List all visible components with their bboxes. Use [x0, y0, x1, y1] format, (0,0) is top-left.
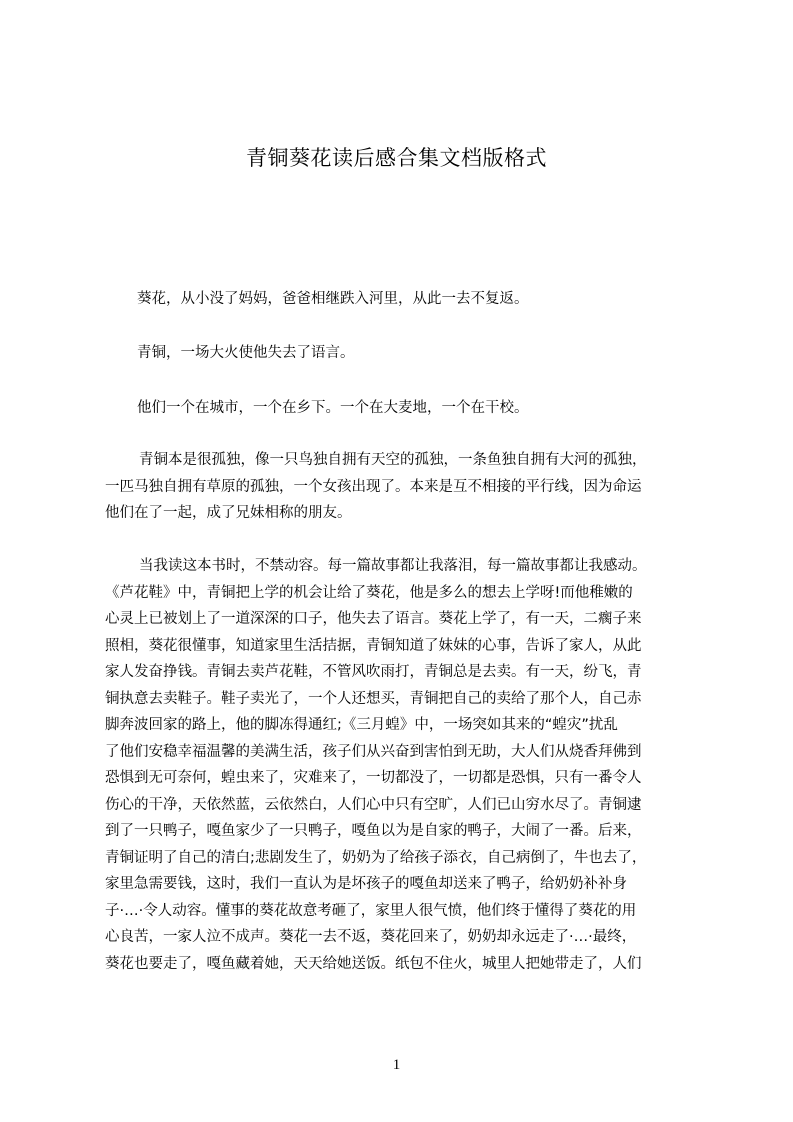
paragraph-5-line: 到了一只鸭子，嘎鱼家少了一只鸭子，嘎鱼以为是自家的鸭子，大闹了一番。后来， [105, 823, 642, 839]
paragraph-2: 青铜，一场大火使他失去了语言。 [137, 345, 355, 361]
paragraph-4-line: 他们在了一起，成了兄妹相称的朋友。 [105, 505, 352, 521]
paragraph-5-line: 青铜证明了自己的清白;悲剧发生了，奶奶为了给孩子添衣，自己病倒了，牛也去了， [105, 849, 647, 866]
paragraph-5-line: 心灵上已被划上了一道深深的口子，他失去了语言。葵花上学了，有一天，二瘸子来 [105, 611, 642, 627]
paragraph-4 [105, 447, 697, 527]
paragraph-5-line: 脚奔波回家的路上，他的脚冻得通红;《三月蝗》中，一场突如其来的“蝗灾”扰乱 [105, 717, 618, 733]
paragraph-5-line: 伤心的干净，天依然蓝，云依然白，人们心中只有空旷，人们已山穷水尽了。青铜逮 [105, 796, 642, 813]
paragraph-5-line: 铜执意去卖鞋子。鞋子卖光了，一个人还想买，青铜把自己的卖给了那个人，自己赤 [105, 690, 642, 707]
paragraph-5-line: 恐惧到无可奈何，蝗虫来了，灾难来了，一切都没了，一切都是恐惧，只有一番令人 [105, 770, 642, 786]
paragraph-5-line: 了他们安稳幸福温馨的美满生活，孩子们从兴奋到害怕到无助，大人们从烧香拜佛到 [105, 743, 642, 760]
paragraph-5-line: 照相，葵花很懂事，知道家里生活拮据，青铜知道了妹妹的心事，告诉了家人，从此 [105, 637, 642, 654]
paragraph-5-line: 《芦花鞋》中，青铜把上学的机会让给了葵花，他是多么的想去上学呀!而他稚嫩的 [105, 584, 633, 601]
document-title: 青铜葵花读后感合集文档版格式 [246, 146, 547, 170]
paragraph-5-line: 家人发奋挣钱。青铜去卖芦花鞋，不管风吹雨打，青铜总是去卖。有一天，纷飞，青 [105, 664, 642, 680]
paragraph-5-line: 心良苦，一家人泣不成声。葵花一去不返，葵花回来了，奶奶却永远走了·…·最终， [105, 929, 637, 945]
paragraph-1: 葵花，从小没了妈妈，爸爸相继跌入河里，从此一去不复返。 [137, 291, 529, 307]
paragraph-5-line: 葵花也要走了，嘎鱼藏着她，天天给她送饭。纸包不住火，城里人把她带走了，人们 [105, 955, 642, 972]
paragraph-5-line: 当我读这本书时，不禁动容。每一篇故事都让我落泪，每一篇故事都让我感动。 [139, 558, 647, 574]
paragraph-4-line: 青铜本是很孤独，像一只鸟独自拥有天空的孤独，一条鱼独自拥有大河的孤独， [139, 452, 647, 468]
paragraph-3: 他们一个在城市，一个在乡下。一个在大麦地，一个在干校。 [137, 400, 529, 416]
paragraph-5-line: 家里急需要钱，这时，我们一直认为是坏孩子的嘎鱼却送来了鸭子，给奶奶补补身 [105, 876, 627, 892]
page-number: 1 [392, 1057, 401, 1073]
paragraph-4-line: 一匹马独自拥有草原的孤独，一个女孩出现了。本来是互不相接的平行线，因为命运 [105, 478, 642, 495]
paragraph-5-line: 子·…·令人动容。懂事的葵花故意考砸了，家里人很气愤，他们终于懂得了葵花的用 [105, 902, 637, 919]
paragraph-5 [105, 553, 697, 977]
